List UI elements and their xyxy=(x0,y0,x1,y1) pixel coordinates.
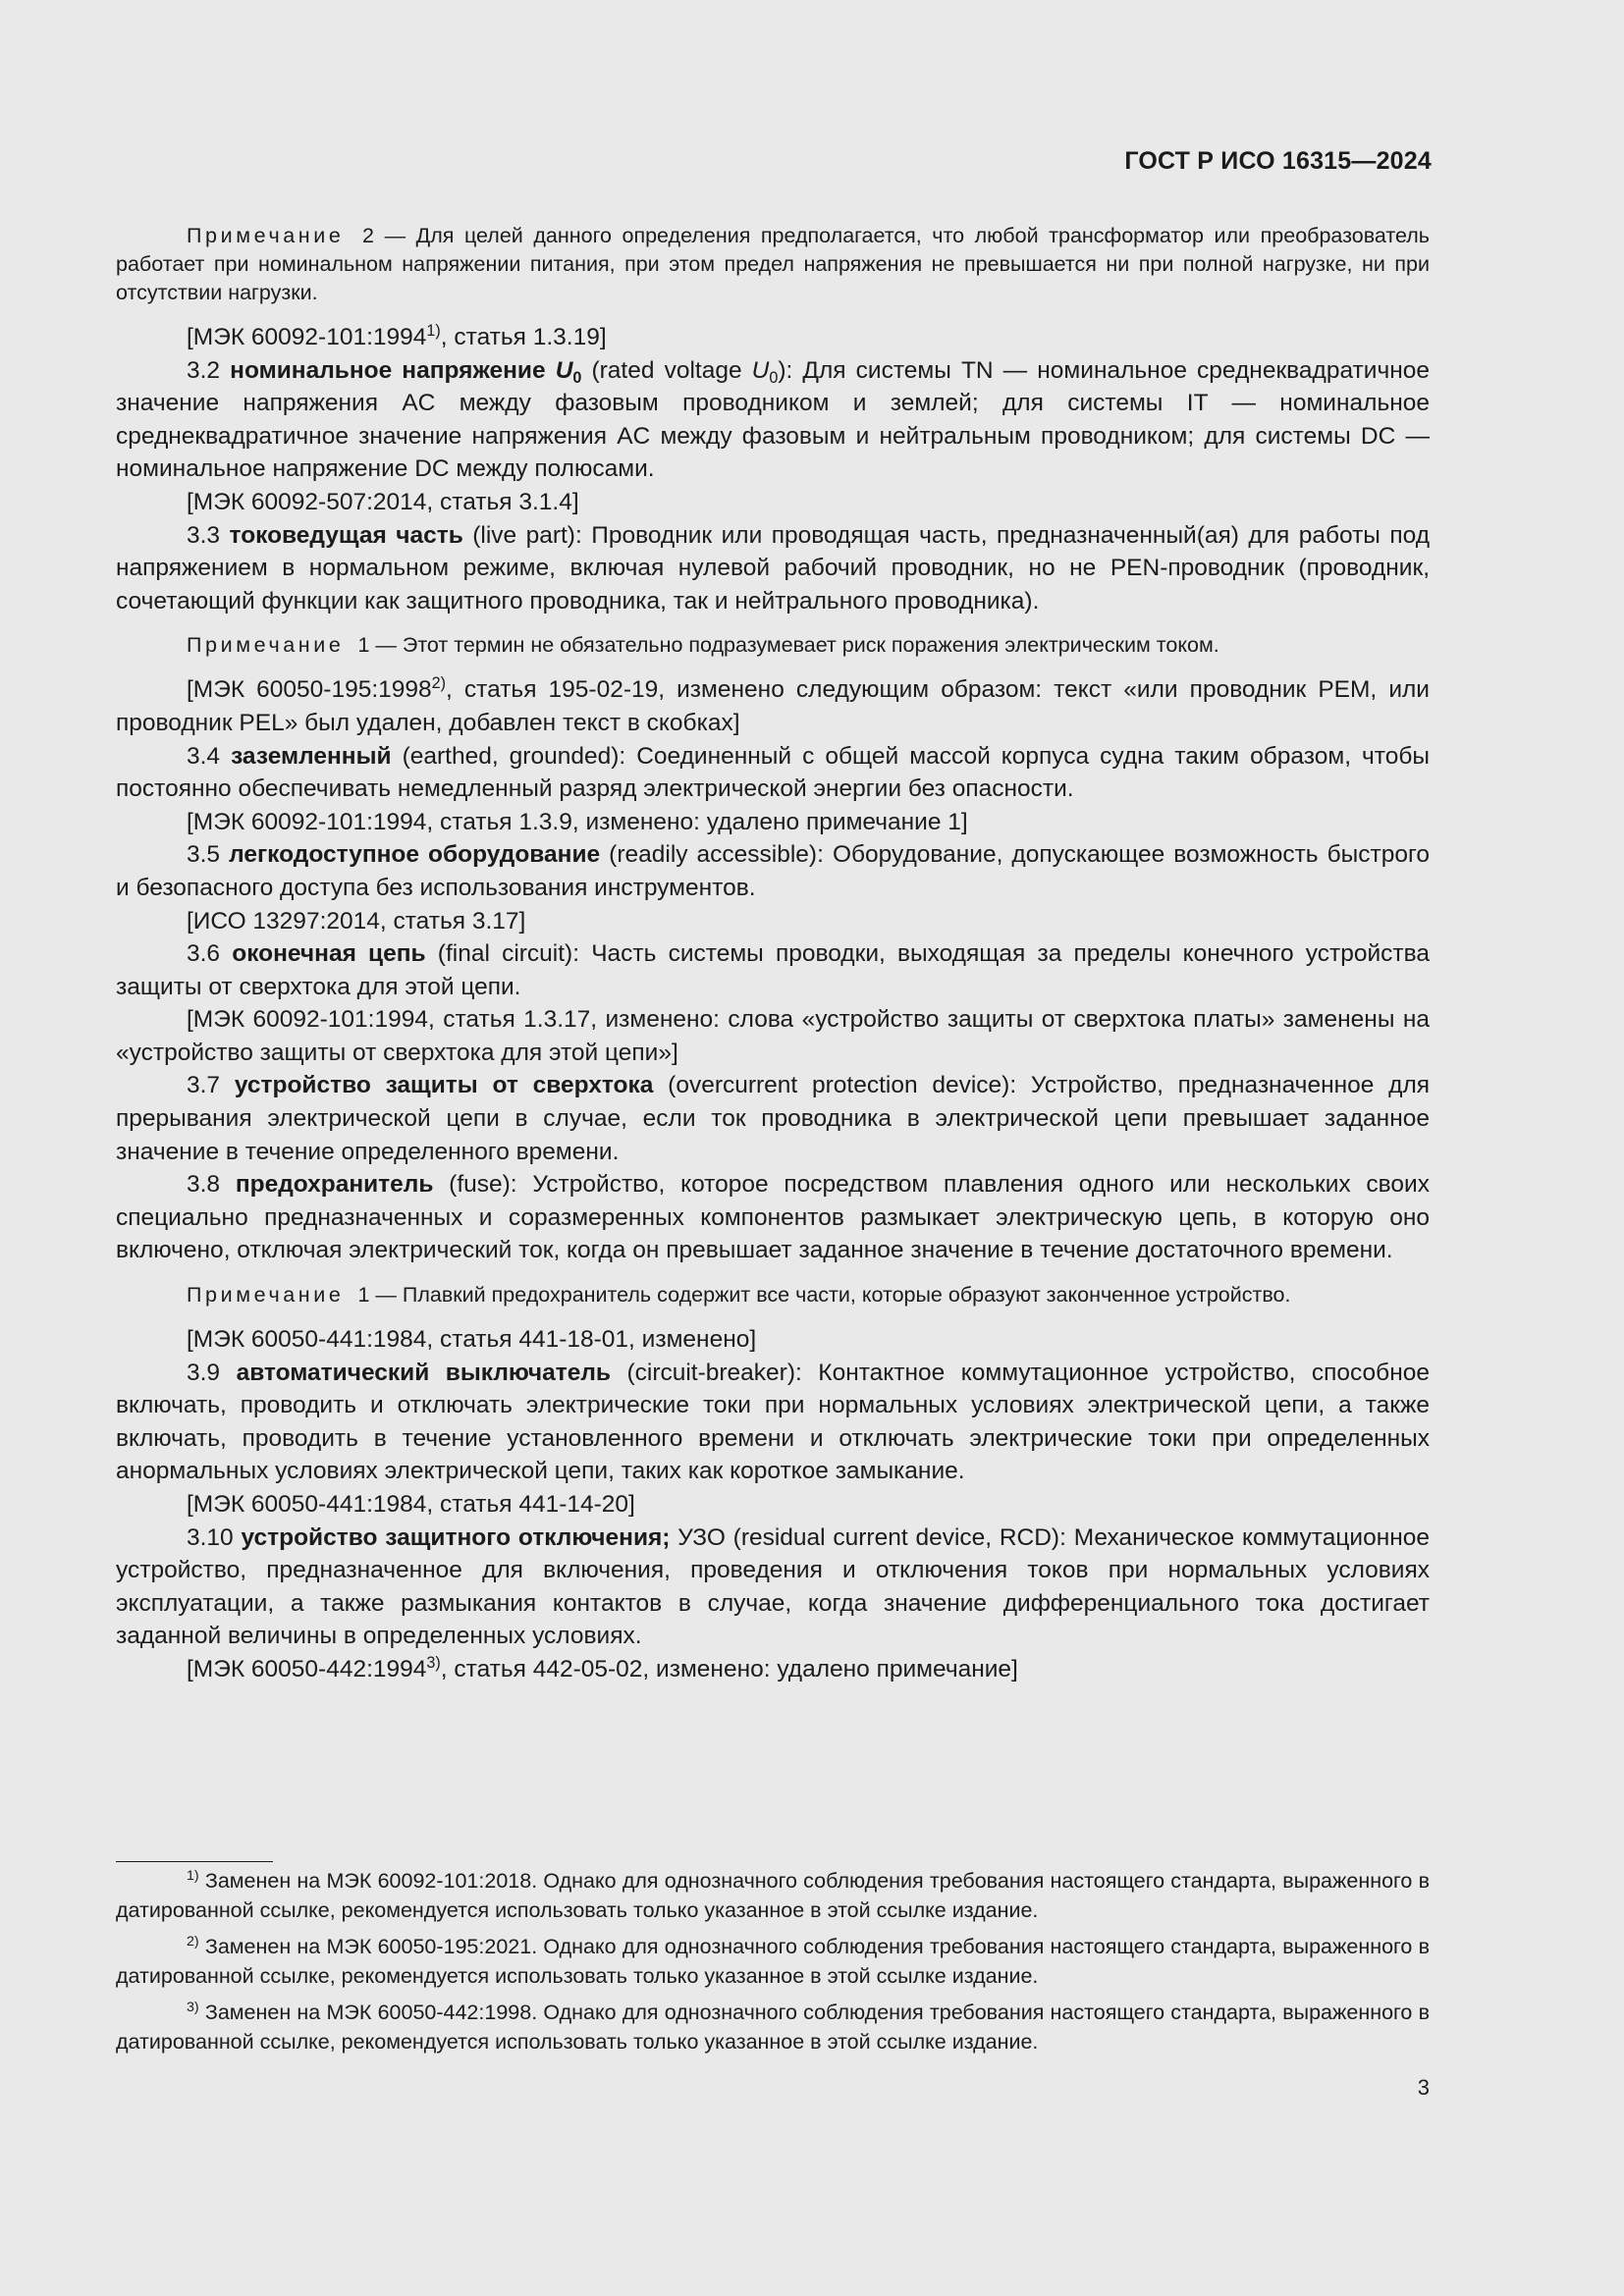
term-english: (circuit-breaker): xyxy=(610,1359,802,1386)
term-name: легкодоступное оборудование xyxy=(229,841,601,869)
footnote-1 xyxy=(116,1867,1430,1925)
term-english: (fuse): xyxy=(433,1171,517,1199)
footnote-text: Заменен на МЭК 60050-195:2021. Однако для однозначного соблюдения требования настоящего стандарта, выраженного в датированной ссылке, рекомендуется использовать только указанное в этой ссылке издание. xyxy=(116,1935,1430,1988)
term-definition: Оборудование, допускающее возможность быстрого и безопасного доступа без использования инструментов. xyxy=(116,841,1430,901)
term-name: устройство защиты от сверхтока xyxy=(234,1072,654,1099)
term-english: (earthed, grounded): xyxy=(391,742,626,770)
term-3-3 xyxy=(116,519,1430,618)
term-3-7 xyxy=(116,1069,1430,1168)
term-text: номинальное напряжение xyxy=(230,356,556,384)
term-number: 3.5 xyxy=(187,841,221,869)
reference-text: [МЭК 60050-442:1994 xyxy=(187,1655,427,1682)
term-number: 3.3 xyxy=(187,521,221,549)
reference-3-3 xyxy=(116,673,1430,739)
term-english: (readily accessible): xyxy=(600,841,824,869)
reference-text: [МЭК 60092-101:1994 xyxy=(187,324,427,350)
term-english: УЗО (residual current device, RCD): xyxy=(670,1523,1066,1551)
footnote-separator xyxy=(116,1861,273,1862)
term-number: 3.6 xyxy=(187,940,221,968)
term-english: (overcurrent protection device): xyxy=(653,1072,1017,1099)
footnote-text: Заменен на МЭК 60050-442:1998. Однако для однозначного соблюдения требования настоящего стандарта, выраженного в датированной ссылке, рекомендуется использовать только указанное в этой ссылке издание. xyxy=(116,2001,1430,2054)
reference-3-8: [МЭК 60050-441:1984, статья 441-18-01, изменено] xyxy=(187,1326,757,1354)
reference-3-4: [МЭК 60092-101:1994, статья 1.3.9, изменено: удалено примечание 1] xyxy=(187,808,968,835)
term-3-10 xyxy=(116,1522,1430,1653)
term-definition: Проводник или проводящая часть, предназначенный(ая) для работы под напряжением в нормальном режиме, включая нулевой рабочий проводник, но не PEN-проводник (проводник, сочетающий функции как защитного проводника, так и нейтрального проводника). xyxy=(116,521,1430,614)
term-definition: Устройство, предназначенное для прерывания электрической цепи в случае, если ток проводника в электрической цепи превышает заданное значение в течение определенного времени. xyxy=(116,1072,1431,1165)
footnote-marker: 1) xyxy=(187,1868,199,1885)
term-name: оконечная цепь xyxy=(232,940,426,968)
reference-text: , статья 1.3.19] xyxy=(440,324,607,350)
reference-3-1 xyxy=(116,321,1430,354)
page-number: 3 xyxy=(1417,2075,1430,2100)
note-label: Примечание xyxy=(187,1283,345,1308)
term-definition: Устройство, которое посредством плавления одного или нескольких своих специально предназначенных и соразмеренных компонентов размыкает электрическую цепь, в которую оно включено, отключая электрический ток, когда он превышает заданное значение в течение достаточного времени. xyxy=(116,1171,1430,1264)
term-definition: Для системы TN — номинальное среднеквадратичное значение напряжения AC между фазовым проводником и землей; для системы IT — номинальное среднеквадратичное значение напряжения AC между фазовым и нейтральным проводником; для системы DC — номинальное напряжение DC между полюсами. xyxy=(116,356,1430,483)
note-text: — Этот термин не обязательно подразумевает риск поражения электрическим током. xyxy=(375,633,1219,658)
term-definition: Контактное коммутационное устройство, способное включать, проводить и отключать электрические токи при нормальных условиях электрической цепи, а также включать, проводить в течение установленного времени и отключать электрические токи при определенных анормальных условиях электрической цепи, таких как короткое замыкание. xyxy=(116,1359,1430,1485)
footnotes xyxy=(116,1867,1430,2064)
reference-3-9: [МЭК 60050-441:1984, статья 441-14-20] xyxy=(187,1491,635,1518)
term-name: автоматический выключатель xyxy=(236,1359,611,1386)
term-name: устройство защитного отключения; xyxy=(241,1523,671,1551)
term-number: 3.9 xyxy=(187,1359,221,1386)
term-english: (final circuit): xyxy=(425,940,580,968)
note-text: — Плавкий предохранитель содержит все части, которые образуют законченное устройство. xyxy=(375,1283,1291,1308)
term-english: ): xyxy=(778,356,793,384)
term-3-9 xyxy=(116,1357,1430,1488)
term-symbol: U xyxy=(555,356,573,384)
reference-3-2: [МЭК 60092-507:2014, статья 3.1.4] xyxy=(187,488,579,515)
note-number: 1 xyxy=(357,633,370,658)
note-number: 2 xyxy=(362,224,374,247)
term-definition: Соединенный с общей массой корпуса судна таким образом, чтобы постоянно обеспечивать немедленный разряд электрической энергии без опасности. xyxy=(116,742,1430,803)
footnote-marker: 1) xyxy=(426,322,441,341)
term-3-5 xyxy=(116,838,1430,904)
note-term-3-8 xyxy=(116,1281,1430,1309)
note-term-3-3 xyxy=(116,631,1430,660)
term-english-symbol: U xyxy=(751,356,770,384)
term-name: токоведущая часть xyxy=(229,521,463,549)
term-english: (rated voltage xyxy=(581,356,752,384)
term-number: 3.8 xyxy=(187,1171,221,1199)
footnote-marker: 3) xyxy=(187,2000,199,2016)
reference-text: , статья 442-05-02, изменено: удалено примечание] xyxy=(440,1655,1018,1682)
footnote-marker: 2) xyxy=(431,674,447,693)
term-symbol-subscript: 0 xyxy=(572,368,582,387)
term-number: 3.10 xyxy=(187,1523,234,1551)
term-name xyxy=(230,356,582,387)
term-number: 3.2 xyxy=(187,356,221,384)
term-english: (live part): xyxy=(462,521,582,549)
reference-text: , статья 195-02-19, изменено следующим образом: текст «или проводник PEM, или проводник PEL» был удален, добавлен текст в скобках] xyxy=(116,676,1430,736)
term-3-4 xyxy=(116,740,1430,806)
reference-3-5: [ИСО 13297:2014, статья 3.17] xyxy=(187,907,526,934)
term-definition: Механическое коммутационное устройство, предназначенное для включения, проведения и отключения токов при нормальных условиях эксплуатации, а также размыкания контактов в случае, когда значение дифференциального тока достигает заданной величины в определенных условиях. xyxy=(116,1523,1431,1650)
document-header: ГОСТ Р ИСО 16315—2024 xyxy=(1124,147,1432,175)
footnote-text: Заменен на МЭК 60092-101:2018. Однако для однозначного соблюдения требования настоящего стандарта, выраженного в датированной ссылке, рекомендуется использовать только указанное в этой ссылке издание. xyxy=(116,1869,1430,1922)
term-name: заземленный xyxy=(231,742,392,770)
note-number: 1 xyxy=(357,1283,370,1308)
footnote-2 xyxy=(116,1933,1430,1991)
term-number: 3.4 xyxy=(187,742,221,770)
reference-3-10 xyxy=(116,1653,1430,1686)
term-number: 3.7 xyxy=(187,1072,221,1099)
reference-3-6: [МЭК 60092-101:1994, статья 1.3.17, изменено: слова «устройство защиты от сверхтока платы» заменены на «устройство защиты от сверхтока для этой цепи»] xyxy=(116,1006,1430,1066)
page-body xyxy=(116,222,1430,1686)
note-definition-3-1 xyxy=(116,222,1430,307)
term-3-2 xyxy=(116,354,1430,486)
term-name: предохранитель xyxy=(235,1171,434,1199)
note-label: Примечание xyxy=(187,224,345,247)
term-english-subscript: 0 xyxy=(769,368,779,387)
term-3-6 xyxy=(116,937,1430,1003)
note-label: Примечание xyxy=(187,633,345,658)
footnote-marker: 3) xyxy=(426,1654,441,1673)
footnote-3 xyxy=(116,1999,1430,2056)
reference-text: [МЭК 60050-195:1998 xyxy=(187,676,432,704)
footnote-marker: 2) xyxy=(187,1934,199,1950)
note-text: — Для целей данного определения предполагается, что любой трансформатор или преобразователь работает при номинальном напряжении питания, при этом предел напряжения не превышается ни при полной нагрузке, ни при отсутствии нагрузки. xyxy=(116,224,1430,304)
term-definition: Часть системы проводки, выходящая за пределы конечного устройства защиты от сверхтока для этой цепи. xyxy=(116,940,1430,1000)
term-3-8 xyxy=(116,1168,1430,1267)
